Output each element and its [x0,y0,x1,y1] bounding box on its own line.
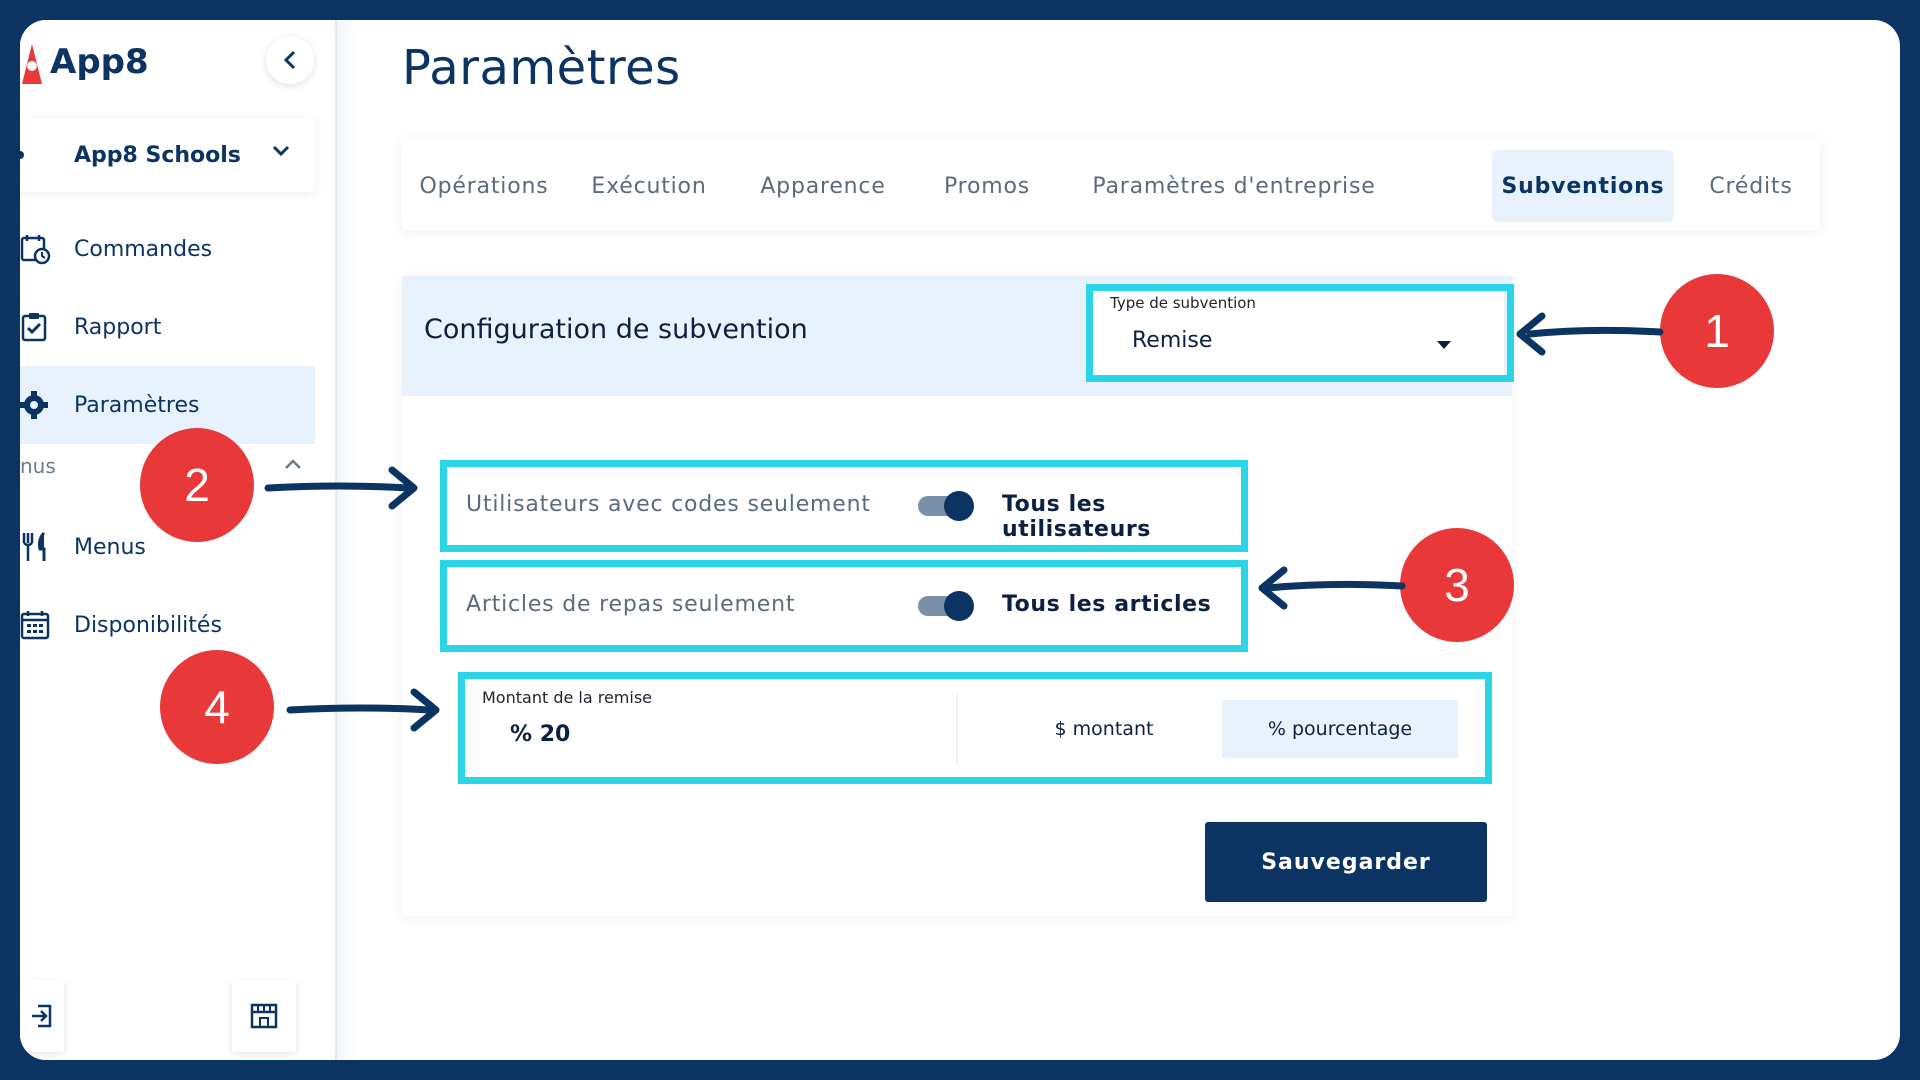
app-name: App8 [50,42,149,82]
users-codes-only-label: Utilisateurs avec codes seulement [466,492,871,517]
sidebar-item-parametres[interactable] [20,366,315,444]
clipboard-check-icon [20,311,52,343]
sidebar-item-label: Menus [74,534,146,560]
organization-select[interactable] [20,118,315,192]
sidebar-item-label: Paramètres [74,392,200,418]
meal-articles-only-label: Articles de repas seulement [466,592,796,617]
annotation-highlight-1 [1086,284,1514,382]
sidebar-item-disponibilites[interactable] [20,586,315,664]
annotation-arrow-3 [1242,562,1412,612]
all-users-label: Tous les utilisateurs [1002,492,1151,542]
calendar-grid-icon [20,609,52,641]
settings-tabs [402,138,1820,230]
tab-execution[interactable]: Exécution [591,173,707,199]
sidebar-item-label: Rapport [74,314,162,340]
annotation-badge-4: 4 [160,650,274,764]
sidebar-item-label: Commandes [74,236,213,262]
subsidy-type-value: Remise [1132,328,1213,353]
logout-icon [28,1002,56,1030]
store-icon [249,1002,279,1030]
subsidy-type-label: Type de subvention [1110,294,1256,312]
logout-button[interactable] [20,980,64,1052]
sidebar-item-commandes[interactable] [20,210,315,288]
annotation-badge-1: 1 [1660,274,1774,388]
app8-logo-icon [20,40,42,84]
annotation-badge-2: 2 [140,428,254,542]
sidebar [20,20,337,1060]
annotation-highlight-2 [440,460,1248,552]
calendar-clock-icon [20,233,52,265]
chevron-left-icon [283,50,297,70]
all-articles-label: Tous les articles [1002,592,1212,617]
annotation-highlight-3 [440,560,1248,652]
discount-amount-value: % 20 [510,722,571,747]
sidebar-item-rapport[interactable] [20,288,315,366]
tab-operations[interactable]: Opérations [419,173,549,199]
chevron-down-icon [271,140,291,160]
amount-mode-percent[interactable]: % pourcentage [1222,700,1458,758]
tab-credits[interactable]: Crédits [1709,173,1793,199]
section-label: nus [20,454,56,478]
org-name: App8 Schools [74,142,241,168]
annotation-arrow-1 [1500,310,1670,360]
tab-subventions[interactable]: Subventions [1492,150,1674,222]
tab-promos[interactable]: Promos [943,173,1031,199]
org-status-dot [20,151,24,159]
card-title: Configuration de subvention [424,314,808,345]
amount-mode-dollar[interactable]: $ montant [1054,718,1154,740]
annotation-arrow-4 [282,686,452,736]
sidebar-item-label: Disponibilités [74,612,222,638]
tab-apparence[interactable]: Apparence [760,173,886,199]
annotation-badge-3: 3 [1400,528,1514,642]
collapse-sidebar-button[interactable] [266,36,314,84]
app-logo[interactable] [20,38,149,86]
discount-amount-label: Montant de la remise [482,688,653,707]
sidebar-divider [337,20,357,1060]
save-button[interactable]: Sauvegarder [1205,822,1487,902]
annotation-highlight-4 [458,672,1492,784]
gear-icon [20,389,52,421]
tab-parametres-entreprise[interactable]: Paramètres d'entreprise [1092,173,1376,199]
storefront-button[interactable] [232,980,296,1052]
page-title: Paramètres [402,40,681,96]
annotation-arrow-2 [260,462,430,512]
app-window [20,20,1900,1060]
utensils-icon [20,531,52,563]
